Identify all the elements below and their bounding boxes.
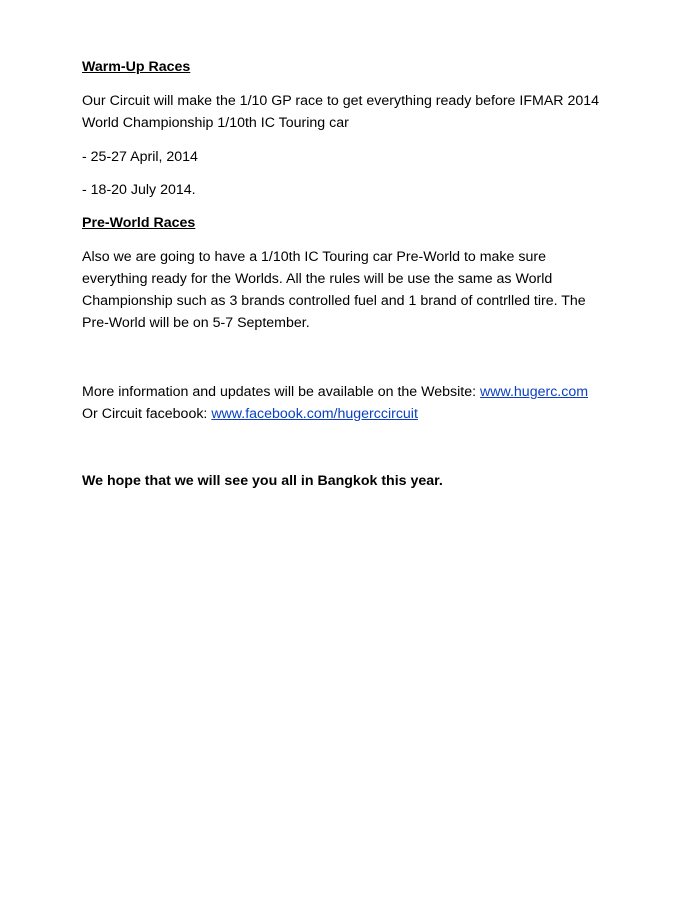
website-link[interactable]: www.hugerc.com — [480, 384, 589, 400]
preworld-line-1: Also we are going to have a 1/10th IC Touring car Pre-World to make sure — [82, 249, 546, 265]
preworld-paragraph — [82, 246, 642, 334]
warmup-heading: Warm-Up Races — [82, 59, 191, 75]
website-line — [82, 381, 642, 403]
warmup-date-1: - 25-27 April, 2014 — [82, 149, 198, 165]
preworld-line-3: Championship such as 3 brands controlled fuel and 1 brand of contrlled tire. The — [82, 293, 586, 309]
facebook-label: Or Circuit facebook: — [82, 406, 212, 422]
warmup-date-2: - 18-20 July 2014. — [82, 182, 196, 198]
website-label: More information and updates will be available on the Website: — [82, 384, 481, 400]
closing-statement: We hope that we will see you all in Bangkok this year. — [82, 473, 443, 489]
preworld-line-2: everything ready for the Worlds. All the rules will be use the same as World — [82, 271, 553, 287]
warmup-intro-line-1: Our Circuit will make the 1/10 GP race to get everything ready before IFMAR 2014 — [82, 93, 600, 109]
warmup-intro — [82, 90, 642, 134]
preworld-heading: Pre-World Races — [82, 215, 196, 231]
facebook-link[interactable]: www.facebook.com/hugerccircuit — [211, 406, 418, 422]
facebook-line — [82, 403, 642, 425]
preworld-line-4: Pre-World will be on 5-7 September. — [82, 315, 310, 331]
warmup-intro-line-2: World Championship 1/10th IC Touring car — [82, 115, 349, 131]
info-paragraph — [82, 381, 642, 425]
